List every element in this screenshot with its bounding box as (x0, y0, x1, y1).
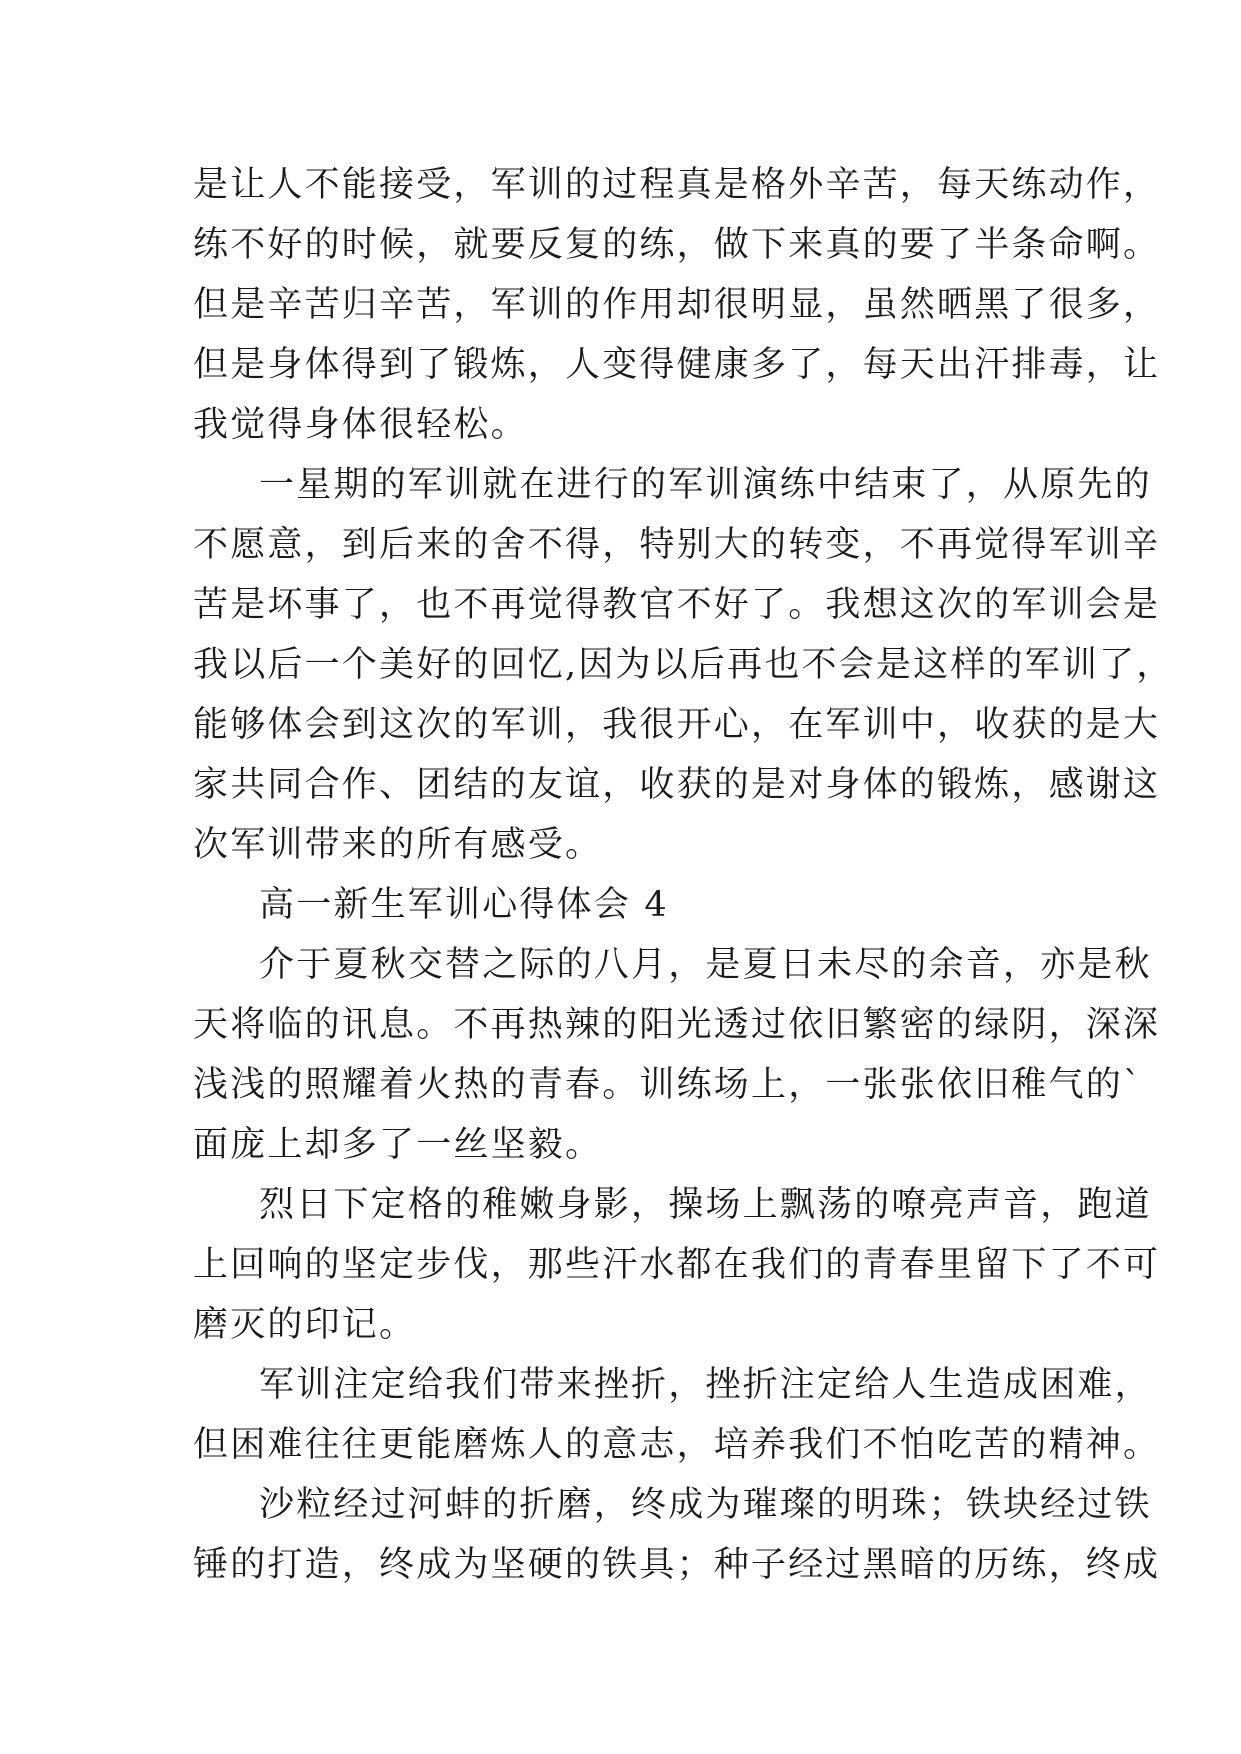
paragraph-line: 不愿意，到后来的舍不得，特别大的转变，不再觉得军训辛 (193, 525, 1161, 565)
paragraph-line: 锤的打造，终成为坚硬的铁具；种子经过黑暗的历练，终成 (193, 1545, 1161, 1585)
paragraph-first-line: 军训注定给我们带来挫折，挫折注定给人生造成困难， (259, 1365, 1152, 1405)
paragraph-line: 磨灭的印记。 (193, 1305, 417, 1345)
paragraph-line: 但是辛苦归辛苦，军训的作用却很明显，虽然晒黑了很多， (193, 285, 1161, 325)
paragraph-first-line: 高一新生军训心得体会 4 (259, 885, 669, 925)
paragraph-line: 是让人不能接受，军训的过程真是格外辛苦，每天练动作， (193, 165, 1161, 205)
paragraph-line: 能够体会到这次的军训，我很开心，在军训中，收获的是大 (193, 705, 1161, 745)
paragraph-line: 我觉得身体很轻松。 (193, 405, 528, 445)
paragraph-line: 但困难往往更能磨炼人的意志，培养我们不怕吃苦的精神。 (193, 1425, 1161, 1465)
paragraph-line: 上回响的坚定步伐，那些汗水都在我们的青春里留下了不可 (193, 1245, 1161, 1285)
paragraph-line: 天将临的讯息。不再热辣的阳光透过依旧繁密的绿阴，深深 (193, 1005, 1161, 1045)
paragraph-line: 苦是坏事了，也不再觉得教官不好了。我想这次的军训会是 (193, 585, 1161, 625)
paragraph-first-line: 一星期的军训就在进行的军训演练中结束了，从原先的 (259, 465, 1152, 505)
document-body (193, 155, 1174, 1595)
paragraph-line: 练不好的时候，就要反复的练，做下来真的要了半条命啊。 (193, 225, 1161, 265)
paragraph-line: 家共同合作、团结的友谊，收获的是对身体的锻炼，感谢这 (193, 765, 1161, 805)
paragraph-line: 浅浅的照耀着火热的青春。训练场上，一张张依旧稚气的` (193, 1065, 1143, 1105)
paragraph-line: 面庞上却多了一丝坚毅。 (193, 1125, 603, 1165)
paragraph-line: 次军训带来的所有感受。 (193, 825, 603, 865)
paragraph-first-line: 介于夏秋交替之际的八月，是夏日未尽的余音，亦是秋 (259, 945, 1152, 985)
paragraph-first-line: 沙粒经过河蚌的折磨，终成为璀璨的明珠；铁块经过铁 (259, 1485, 1152, 1525)
paragraph-line: 我以后一个美好的回忆,因为以后再也不会是这样的军训了， (193, 645, 1174, 685)
paragraph-line: 但是身体得到了锻炼，人变得健康多了，每天出汗排毒，让 (193, 345, 1161, 385)
paragraph-first-line: 烈日下定格的稚嫩身影，操场上飘荡的嘹亮声音，跑道 (259, 1185, 1152, 1225)
